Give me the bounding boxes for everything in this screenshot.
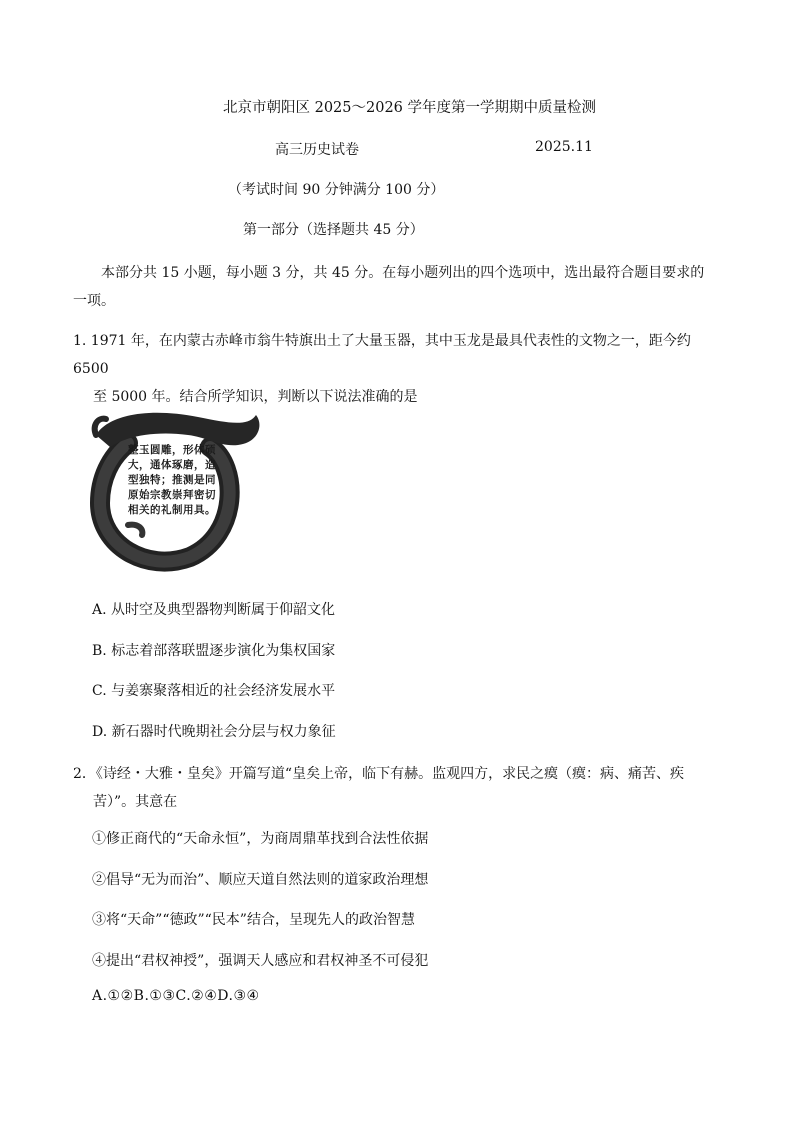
question-2-statement-4: ④提出“君权神授”，强调天人感应和君权神圣不可侵犯 <box>92 953 429 969</box>
question-2-answer-options[interactable]: A.①②B.①③C.②④D.③④ <box>92 988 260 1004</box>
question-2-line-1: 2．《诗经・大雅・皇矣》开篇写道“皇矣上帝，临下有赫。监观四方，求民之瘼（瘼：病、痛苦、疾 <box>73 766 685 782</box>
question-2-statement-3: ③将“天命”“德政”“民本”结合，呈现先人的政治智慧 <box>92 912 415 928</box>
instructions: 本部分共 15 小题，每小题 3 分，共 45 分。在每小题列出的四个选项中，选出最符合题目要求的一项。 <box>73 265 705 309</box>
exam-subtitle: 高三历史试卷 <box>275 142 359 158</box>
question-2-statement-2: ②倡导“无为而治”、顺应天道自然法则的道家政治理想 <box>92 872 429 888</box>
question-1-option-d[interactable]: D. 新石器时代晚期社会分层与权力象征 <box>92 724 336 740</box>
part-heading: 第一部分（选择题共 45 分） <box>243 222 424 238</box>
jade-dragon-figure <box>88 395 268 575</box>
question-2-statement-1: ①修正商代的“天命永恒”，为商周鼎革找到合法性依据 <box>92 831 429 847</box>
exam-date: 2025.11 <box>535 139 593 155</box>
question-1-line-2: 至 5000 年。结合所学知识，判断以下说法准确的是 <box>93 389 418 405</box>
question-1-option-b[interactable]: B. 标志着部落联盟逐步演化为集权国家 <box>92 643 336 659</box>
question-2-line-2: 苦）”。其意在 <box>93 794 178 810</box>
exam-title: 北京市朝阳区 2025～2026 学年度第一学期期中质量检测 <box>223 100 597 116</box>
exam-duration: （考试时间 90 分钟满分 100 分） <box>228 182 445 198</box>
question-1-option-a[interactable]: A. 从时空及典型器物判断属于仰韶文化 <box>92 602 336 618</box>
figure-caption: 整玉圆雕，形体硕大，通体琢磨，造型独特；推测是同原始宗教崇拜密切相关的礼制用具。 <box>128 444 216 516</box>
question-2-stem <box>73 760 733 816</box>
question-1-line-1: 1. 1971 年，在内蒙古赤峰市翁牛特旗出土了大量玉器，其中玉龙是最具代表性的文物之一，距今约 6500 <box>73 333 691 377</box>
question-1-option-c[interactable]: C. 与姜寨聚落相近的社会经济发展水平 <box>92 683 336 699</box>
